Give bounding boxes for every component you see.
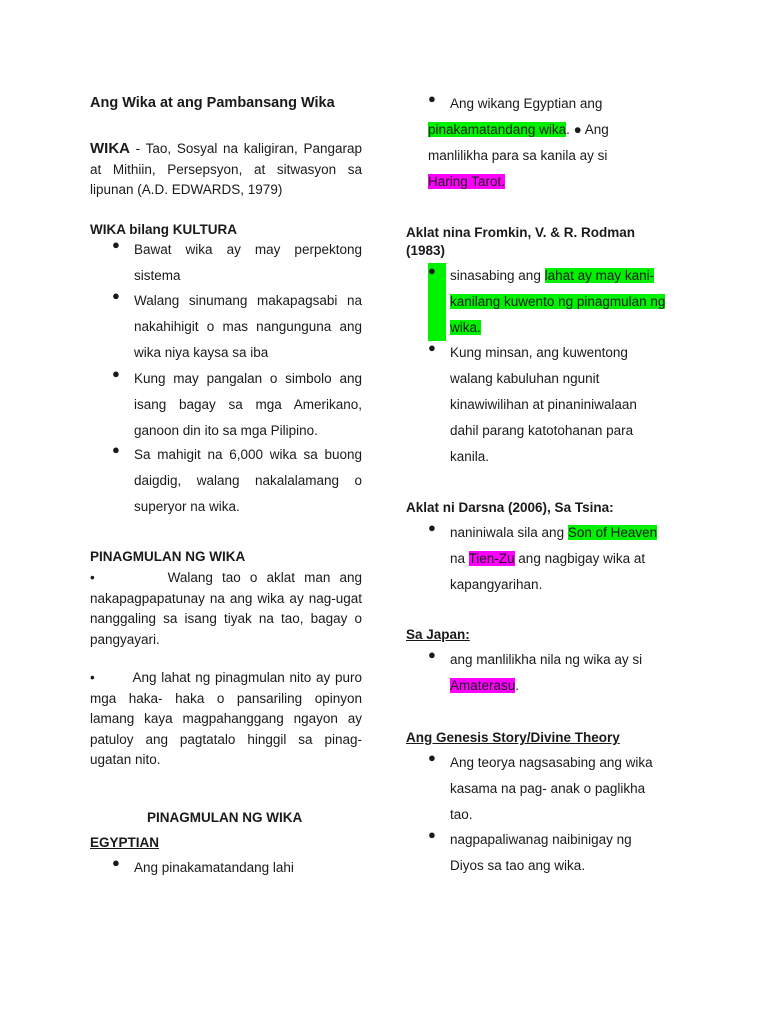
kultura-heading: WIKA bilang KULTURA [90,222,237,237]
list-item [428,91,668,195]
list-item [428,750,668,828]
list-item-text: Walang sinumang makapagsabi na nakahihigit o mas nangunguna ang wika niya kaysa sa iba [134,293,362,360]
wika-definition-text: - Tao, Sosyal na kaligiran, Pangarap at Mithiin, Persepsyon, at sitwasyon sa lipunan (A.D. EDWARDS, 1979) [90,141,362,197]
pinagmulan-paragraph-2: • Ang lahat ng pinagmulan nito ay puro mga haka- haka o pansariling opinyon lamang kaya magpahanggang ngayon ay patuloy ang pagtatalo hinggil sa pinag-ugatan nito. [90,670,362,767]
bullet-icon: ● [428,647,436,662]
bullet-icon: ● [428,340,436,355]
pinagmulan-center-heading: PINAGMULAN NG WIKA [147,810,303,825]
list-item-text: Ang teorya nagsasabing ang wika kasama na pag- anak o paglikha tao. [450,755,653,822]
highlight-green: Son of Heaven [567,525,658,540]
highlight-green: lahat ay may kani-kanilang kuwento ng pinagmulan ng wika. [450,268,666,335]
list-item [428,340,668,470]
list-item-text: Sa mahigit na 6,000 wika sa buong daigdig, walang nakalalamang o superyor na wika. [134,447,362,514]
list-item [428,647,668,699]
egyptian-heading: EGYPTIAN [90,835,160,850]
pinagmulan-paragraph-1: • Walang tao o aklat man ang nakapagpapatunay na ang wika ay nag-ugat nanggaling sa isang tiyak na tao, bagay o pangyayari. [90,570,362,647]
fromkin-heading: Aklat nina Fromkin, V. & R. Rodman (1983) [406,225,636,258]
bullet-icon: ● [428,750,436,765]
bullet-icon: ● [112,855,120,870]
bullet-icon: ● [428,827,436,842]
highlight-green: pinakamatandang wika [428,122,567,137]
list-item [112,442,362,520]
list-item [112,237,362,289]
bullet-icon: ● [428,520,436,535]
list-item-text: Ang pinakamatandang lahi [134,860,294,875]
list-item-text: sinasabing ang lahat ay may kani-kanilang kuwento ng pinagmulan ng wika. [450,268,666,335]
list-item-text: ang manlilikha nila ng wika ay si Amaterasu. [450,652,643,693]
bullet-icon: ● [112,366,120,381]
bullet-icon: ● [428,263,446,341]
list-item-text: Ang wikang Egyptian ang pinakamatandang wika. ● Ang manlilikha para sa kanila ay si Haring Tarot. [428,96,609,189]
pinagmulan-heading: PINAGMULAN NG WIKA [90,549,246,564]
list-item-text: Kung minsan, ang kuwentong walang kabuluhan ngunit kinawiwilihan at pinaniniwalaan dahil parang katotohanan para kanila. [450,345,637,464]
wika-definition [90,139,362,201]
document-title: Ang Wika at ang Pambansang Wika [90,95,335,111]
wika-term: WIKA [90,140,130,157]
list-item-text: Bawat wika ay may perpektong sistema [134,242,362,283]
list-item [428,520,668,598]
bullet-icon: ● [428,91,436,106]
darsna-heading: Aklat ni Darsna (2006), Sa Tsina: [406,500,614,515]
highlight-magenta: Tien-Zu [468,551,515,566]
japan-heading: Sa Japan: [406,627,470,642]
bullet-icon: ● [112,288,120,303]
bullet-icon: ● [112,237,120,252]
highlight-magenta: Haring Tarot. [428,174,506,189]
list-item-text: naniniwala sila ang Son of Heaven na Tien-Zu ang nagbigay wika at kapangyarihan. [450,525,658,592]
list-item [112,855,362,881]
bullet-icon: ● [112,442,120,457]
list-item [428,263,668,341]
list-item [112,288,362,366]
list-item [428,827,668,879]
list-item-text: nagpapaliwanag naibinigay ng Diyos sa tao ang wika. [450,832,632,873]
list-item [112,366,362,444]
highlight-magenta: Amaterasu [450,678,516,693]
list-item-text: Kung may pangalan o simbolo ang isang bagay sa mga Amerikano, ganoon din ito sa mga Pilipino. [134,371,362,438]
genesis-heading: Ang Genesis Story/Divine Theory [406,730,620,745]
